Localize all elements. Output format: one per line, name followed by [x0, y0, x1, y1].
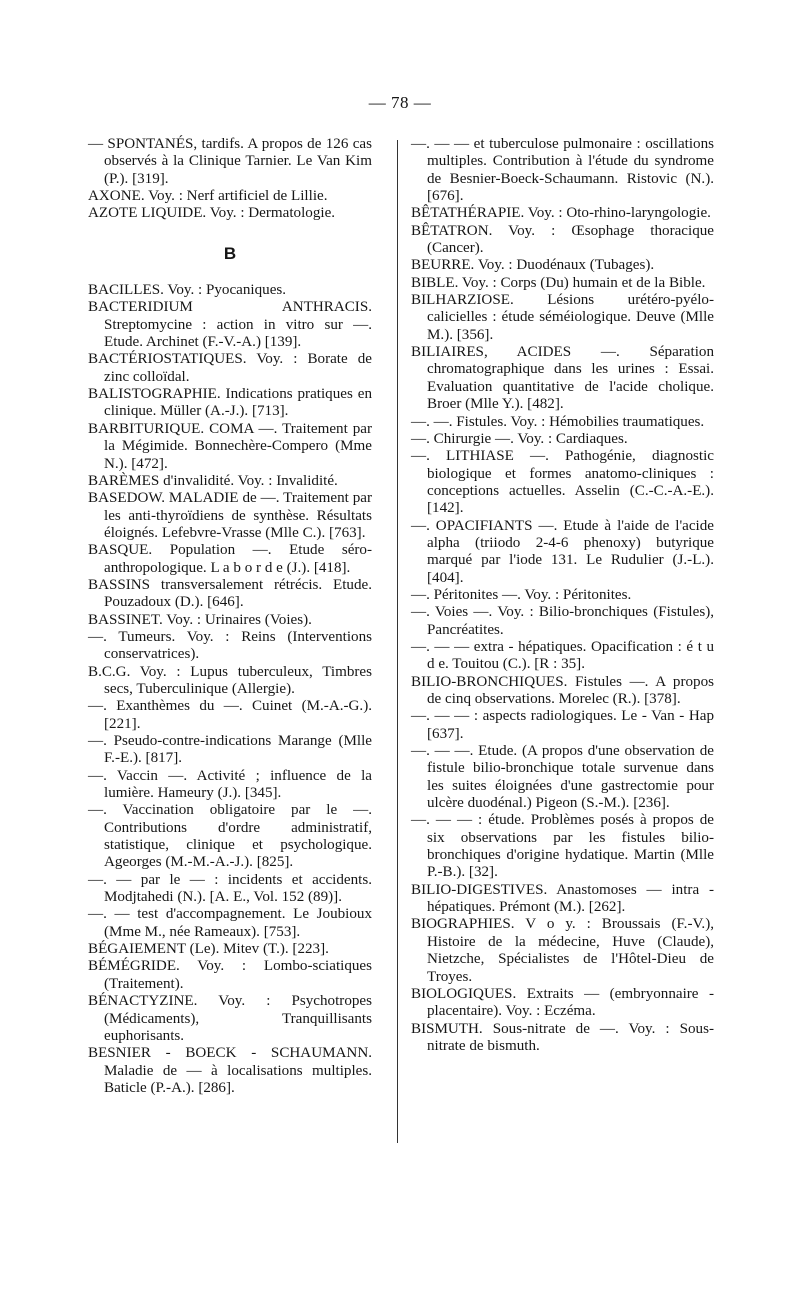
index-entry: —. — par le — : incidents et accidents. Modjtahedi (N.). [A. E., Vol. 152 (89)].	[88, 871, 372, 906]
index-entry: BARÈMES d'invalidité. Voy. : Invalidité.	[88, 472, 338, 489]
index-entry: BIBLE. Voy. : Corps (Du) humain et de la Bible.	[411, 274, 706, 291]
index-entry: —. — — et tuberculose pulmonaire : oscillations multiples. Contribution à l'étude du syndrome de Besnier-Boeck-Schaumann. Ristovic (N.). [676].	[411, 136, 714, 205]
index-entry: —. — test d'accompagnement. Le Joubioux (Mme M., née Rameaux). [753].	[88, 906, 372, 940]
index-entry: BISMUTH. Sous-nitrate de —. Voy. : Sous-nitrate de bismuth.	[411, 1020, 714, 1054]
index-entry: BÉMÉGRIDE. Voy. : Lombo-sciatiques (Traitement).	[88, 958, 372, 992]
index-entry: BÉGAIEMENT (Le). Mitev (T.). [223].	[88, 941, 329, 958]
index-entry: BÊTATRON. Voy. : Œsophage thoracique (Cancer).	[411, 222, 714, 257]
index-entry: BASSINS transversalement rétrécis. Etude. Pouzadoux (D.). [646].	[88, 576, 372, 611]
left-column-top-entries	[88, 136, 372, 223]
index-entry: —. Péritonites —. Voy. : Péritonites.	[411, 586, 632, 603]
index-entry: BEURRE. Voy. : Duodénaux (Tubages).	[411, 257, 655, 274]
index-entry: AXONE. Voy. : Nerf artificiel de Lillie.	[88, 188, 328, 205]
column-divider	[397, 140, 398, 1143]
index-entry: —. Tumeurs. Voy. : Reins (Interventions conservatrices).	[88, 628, 372, 663]
index-entry: —. — — extra - hépatiques. Opacification : é t u d e. Touitou (C.). [R : 35].	[411, 638, 714, 673]
index-entry: —. OPACIFIANTS —. Etude à l'aide de l'acide alpha (triiodo 2-4-6 phenoxy) butyrique marqué par l'iode 131. Le Rudulier (J.-L.). [404].	[411, 517, 714, 586]
index-entry: —. Vaccin —. Activité ; influence de la lumière. Hameury (J.). [345].	[88, 767, 372, 802]
left-column	[88, 136, 372, 1097]
index-entry: BIOLOGIQUES. Extraits — (embryonnaire - placentaire). Voy. : Eczéma.	[411, 985, 714, 1020]
index-entry: —. Pseudo-contre-indications Marange (Mlle F.-E.). [817].	[88, 733, 372, 767]
index-entry: BILIO-DIGESTIVES. Anastomoses — intra - hépatiques. Prémont (M.). [262].	[411, 881, 714, 916]
index-entry: BASQUE. Population —. Etude séro-anthropologique. L a b o r d e (J.). [418].	[88, 542, 372, 576]
index-entry: BASSINET. Voy. : Urinaires (Voies).	[88, 611, 312, 628]
index-entry: —. — — : aspects radiologiques. Le - Van - Hap [637].	[411, 708, 714, 742]
right-column-entries	[411, 136, 714, 1055]
index-entry: BÉNACTYZINE. Voy. : Psychotropes (Médicaments), Tranquillisants euphorisants.	[88, 993, 372, 1044]
index-entry: BESNIER - BOECK - SCHAUMANN. Maladie de — à localisations multiples. Baticle (P.-A.). [286].	[88, 1045, 372, 1096]
index-entry: B.C.G. Voy. : Lupus tuberculeux, Timbres secs, Tuberculinique (Allergie).	[88, 663, 372, 697]
index-entry: BACTERIDIUM ANTHRACIS. Streptomycine : action in vitro sur —. Etude. Archinet (F.-V.-A.) [139].	[88, 299, 372, 351]
index-entry: BILIO-BRONCHIQUES. Fistules —. A propos de cinq observations. Morelec (R.). [378].	[411, 673, 714, 707]
index-entry: BACILLES. Voy. : Pyocaniques.	[88, 282, 287, 299]
index-entry: —. —. Fistules. Voy. : Hémobilies traumatiques.	[411, 413, 705, 430]
index-entry: BARBITURIQUE. COMA —. Traitement par la Mégimide. Bonnechère-Compero (Mme N.). [472].	[88, 420, 372, 472]
index-entry: —. — — : étude. Problèmes posés à propos de six observations par les fistules bilio-bronchiques d'origine hydatique. Martin (Mlle P.-B.). [32].	[411, 812, 714, 881]
index-entry: BÊTATHÉRAPIE. Voy. : Oto-rhino-laryngologie.	[411, 205, 711, 222]
index-entry: —. — —. Etude. (A propos d'une observation de fistule bilio-bronchique totale survenue dans les suites éloignées d'une gastrectomie pour ulcère duodénal.) Pigeon (S.-M.). [236].	[411, 743, 714, 812]
right-column	[411, 136, 714, 1055]
index-entry: BACTÉRIOSTATIQUES. Voy. : Borate de zinc colloïdal.	[88, 351, 372, 385]
left-column-bottom-entries	[88, 282, 372, 1097]
index-entry: BALISTOGRAPHIE. Indications pratiques en clinique. Müller (A.-J.). [713].	[88, 386, 372, 420]
index-entry: —. Voies —. Voy. : Bilio-bronchiques (Fistules), Pancréatites.	[411, 604, 714, 638]
index-entry: —. Vaccination obligatoire par le —. Contributions d'ordre administratif, statistique, clinique et psychologique. Ageorges (M.-M.-A.-J.). [825].	[88, 802, 372, 871]
index-entry: BILIAIRES, ACIDES —. Séparation chromatographique dans les urines : Essai. Evaluation quantitative de l'acide cholique. Broer (Mlle Y.). [482].	[411, 344, 714, 413]
index-entry: —. LITHIASE —. Pathogénie, diagnostic biologique et formes anatomo-cliniques : conceptions actuelles. Asselin (C.-C.-A.-E.). [142].	[411, 448, 714, 517]
index-entry: BIOGRAPHIES. V o y. : Broussais (F.-V.), Histoire de la médecine, Huve (Claude), Nietzche, Spécialistes de l'Hôtel-Dieu de Troyes.	[411, 916, 714, 985]
section-letter-heading: B	[223, 243, 237, 263]
index-entry: BASEDOW. MALADIE de —. Traitement par les anti-thyroïdiens de synthèse. Résultats éloignés. Lefebvre-Vrasse (Mlle C.). [763].	[88, 490, 372, 541]
index-entry: —. Chirurgie —. Voy. : Cardiaques.	[411, 430, 628, 447]
page-number: — 78 —	[368, 93, 432, 112]
index-entry: AZOTE LIQUIDE. Voy. : Dermatologie.	[88, 205, 336, 222]
index-entry: BILHARZIOSE. Lésions urétéro-pyélo-calicielles : étude séméiologique. Deuve (Mlle M.). [356].	[411, 292, 714, 343]
index-entry: —. Exanthèmes du —. Cuinet (M.-A.-G.). [221].	[88, 698, 372, 732]
index-entry: — SPONTANÉS, tardifs. A propos de 126 cas observés à la Clinique Tarnier. Le Van Kim (P.). [319].	[88, 136, 372, 187]
